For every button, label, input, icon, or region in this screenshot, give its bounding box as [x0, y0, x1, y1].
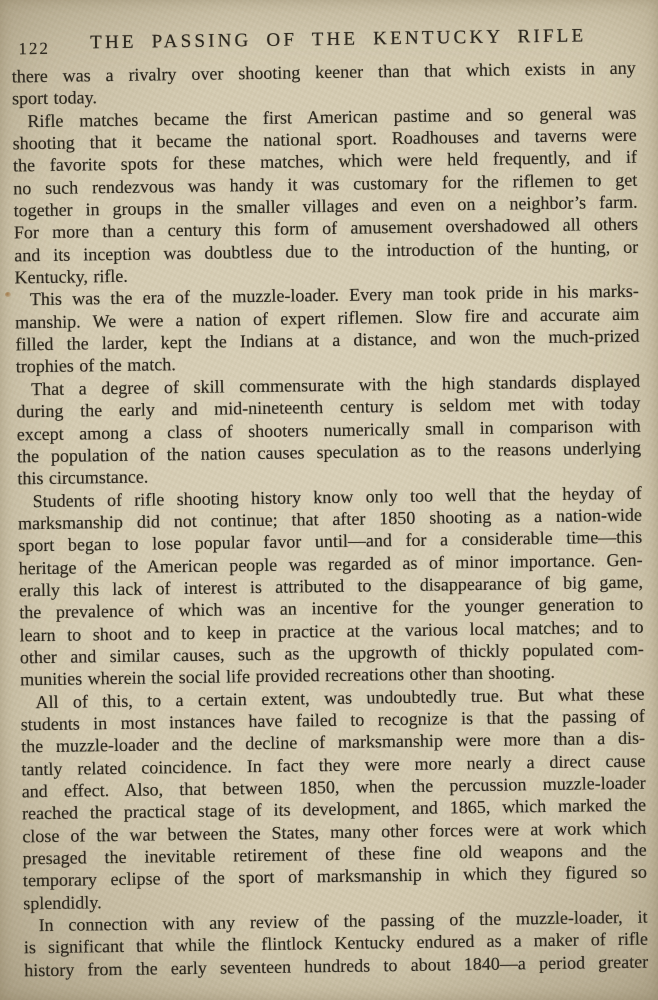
text-line: during the early and mid-nineteenth century is seldom met with today — [16, 392, 641, 422]
text-line: this circumstance. — [17, 466, 149, 489]
text-line: manship. We were a nation of expert riflemen. Slow fire and accurate aim — [15, 303, 640, 333]
text-line: other and similar causes, such as the upgrowth of thickly populated com- — [19, 638, 644, 668]
paragraph — [15, 280, 640, 378]
text-line: This was the era of the muzzle-loader. Every man took pride in his marks- — [29, 281, 639, 310]
paragraph — [23, 906, 648, 982]
text-line: and its inception was doubtless due to the introduction of the hunting, or — [14, 236, 639, 266]
running-head — [10, 22, 636, 59]
text-line: Students of rifle shooting history know only too well that the heyday of — [32, 482, 642, 511]
text-line: For more than a century this form of amusement overshadowed all others — [13, 214, 639, 243]
text-line: sport today. — [11, 87, 98, 109]
text-line: there was a rivalry over shooting keener than that which exists in any — [11, 57, 636, 87]
paragraph — [12, 101, 638, 288]
text-line: erally this lack of interest is attributed to the disappearance of big game, — [18, 571, 644, 601]
text-line: filled the larder, kept the Indians at a distance, and won the much-prized — [15, 325, 640, 355]
text-line: heritage of the American people was regarded as of minor importance. Gen- — [18, 549, 643, 578]
text-line: presaged the inevitable retirement of these fine old weapons and the — [22, 839, 647, 869]
paragraph — [18, 481, 645, 691]
text-line: and effect. Also, that between 1850, when the percussion muzzle-loader — [21, 772, 646, 802]
page-number: 122 — [18, 38, 50, 59]
text-line: reached the practical stage of its development, and 1865, which marked the — [21, 794, 647, 824]
text-line: the prevalence of which was an incentive for the younger generation to — [19, 593, 644, 623]
text-line: except among a class of shooters numerically small in comparison with — [16, 415, 641, 444]
text-line: splendidly. — [23, 891, 102, 914]
text-line: history from the early seventeen hundreds to about 1840—a period greater — [24, 951, 649, 981]
text-line: together in groups in the smaller villages and even on a neighbor’s farm. — [13, 191, 638, 221]
text-line: temporary eclipse of the sport of marksmanship in which they figured so — [22, 861, 648, 891]
text-line: close of the war between the States, many other forces were at work which — [22, 817, 647, 847]
text-line: Kentucky, rifle. — [14, 265, 128, 288]
text-line: All of this, to a certain extent, was undoubtedly true. But what these — [35, 683, 645, 712]
paragraph — [16, 369, 641, 489]
text-line: That a degree of skill commensurate with the high standards displayed — [30, 370, 641, 399]
paragraph — [20, 682, 647, 914]
text-line: shooting that it became the national sport. Roadhouses and taverns were — [12, 124, 637, 154]
text-line: is significant that while the flintlock Kentucky endured as a maker of rifle — [23, 929, 648, 958]
text-line: trophies of the match. — [15, 354, 176, 377]
text-line: the favorite spots for these matches, which were held frequently, and if — [12, 147, 638, 176]
text-line: no such rendezvous was handy it was customary for the riflemen to get — [13, 169, 638, 199]
text-line: learn to shoot and to keep in practice at the various local matches; and to — [19, 616, 644, 645]
text-line: sport began to lose popular favor until—and for a considerable time—this — [18, 526, 643, 556]
text-line: munities wherein the social life provided recreations other than shooting. — [20, 662, 556, 690]
text-line: marksmanship did not continue; that after 1850 shooting as a nation-wide — [17, 504, 643, 534]
text-line: the muzzle-loader and the decline of marksmanship were more than a dis- — [20, 727, 646, 757]
running-title: THE PASSING OF THE KENTUCKY RIFLE — [90, 25, 587, 54]
text-line: Rifle matches became the first American pastime and so general was — [27, 102, 637, 131]
text-line: students in most instances have failed to recognize is that the passing of — [20, 705, 645, 735]
text-line: In connection with any review of the passing of the muzzle-loader, it — [38, 906, 648, 936]
text-line: the population of the nation causes speculation as to the reasons underlying — [16, 437, 642, 467]
page-body — [12, 57, 649, 982]
text-line: tantly related coincidence. In fact they were more nearly a direct cause — [21, 750, 646, 779]
